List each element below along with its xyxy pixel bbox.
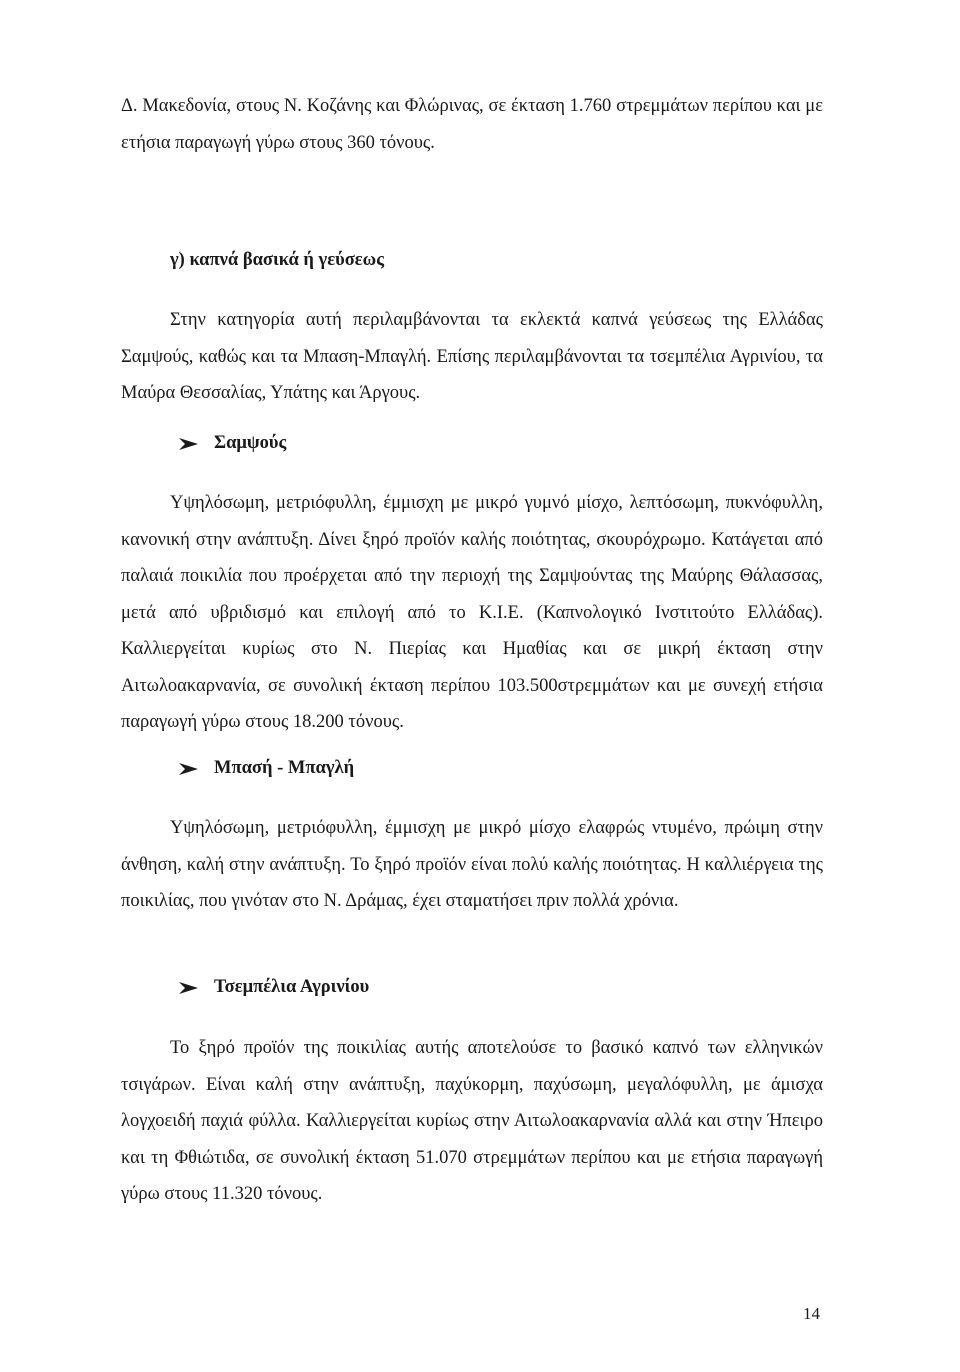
paragraph-samsun: Υψηλόσωμη, μετριόφυλλη, έμμισχη με μικρό γυμνό μίσχο, λεπτόσωμη, πυκνόφυλλη, κανονική στην ανάπτυξη. Δίνει ξηρό προϊόν καλής ποιότητας, σκουρόχρωμο. Κατάγεται από παλαιά ποικιλία που προέρχεται από την περιοχή της Σαμψούντας της Μαύρης Θάλασσας, μετά από υβριδισμό και επιλογή από το Κ.Ι.Ε. (Καπνολογικό Ινστιτούτο Ελλάδας). Καλλιεργείται κυρίως στο Ν. Πιερίας και Ημαθίας και σε μικρή έκταση στην Αιτωλοακαρνανία, σε συνολική έκταση περίπου 103.500στρεμμάτων και με συνεχή ετήσια παραγωγή γύρω στους 18.200 τόνους. — [121, 493, 823, 732]
paragraph-basi-bagli: Υψηλόσωμη, μετριόφυλλη, έμμισχη με μικρό μίσχο ελαφρώς ντυμένο, πρώιμη στην άνθηση, καλή στην ανάπτυξη. Το ξηρό προϊόν είναι πολύ καλής ποιότητας. Η καλλιέργεια της ποικιλίας, που γινόταν στο Ν. Δράμας, έχει σταματήσει πριν πολλά χρόνια. — [121, 818, 823, 911]
subheading-basi-bagli-label: Μπασή - Μπαγλή — [214, 758, 355, 778]
subheading-tsebelia-label: Τσεμπέλια Αγρινίου — [214, 977, 370, 997]
arrowhead-bullet-icon — [178, 761, 200, 777]
subheading-samsun — [178, 433, 286, 454]
section-heading-g: γ) καπνά βασικά ή γεύσεως — [170, 250, 384, 270]
paragraph-category: Στην κατηγορία αυτή περιλαμβάνονται τα εκλεκτά καπνά γεύσεως της Ελλάδας Σαμψούς, καθώς και τα Μπαση-Μπαγλή. Επίσης περιλαμβάνονται τα τσεμπέλια Αγρινίου, τα Μαύρα Θεσσαλίας, Υπάτης και Άργους. — [121, 310, 823, 403]
subheading-samsun-label: Σαμψούς — [214, 433, 287, 453]
subheading-basi-bagli — [178, 758, 354, 779]
arrowhead-bullet-icon — [178, 980, 200, 996]
subheading-tsebelia — [178, 977, 369, 998]
page-number: 14 — [803, 1304, 820, 1323]
paragraph-macedonia: Δ. Μακεδονία, στους Ν. Κοζάνης και Φλώρινας, σε έκταση 1.760 στρεμμάτων περίπου και με ετήσια παραγωγή γύρω στους 360 τόνους. — [121, 96, 823, 153]
arrowhead-bullet-icon — [178, 436, 200, 452]
paragraph-tsebelia: Το ξηρό προϊόν της ποικιλίας αυτής αποτελούσε το βασικό καπνό των ελληνικών τσιγάρων. Είναι καλή στην ανάπτυξη, παχύκορμη, παχύσωμη, μεγαλόφυλλη, με άμισχα λογχοειδή παχιά φύλλα. Καλλιεργείται κυρίως στην Αιτωλοακαρνανία αλλά και στην Ήπειρο και τη Φθιώτιδα, σε συνολική έκταση 51.070 στρεμμάτων περίπου και με ετήσια παραγωγή γύρω στους 11.320 τόνους. — [121, 1038, 823, 1204]
